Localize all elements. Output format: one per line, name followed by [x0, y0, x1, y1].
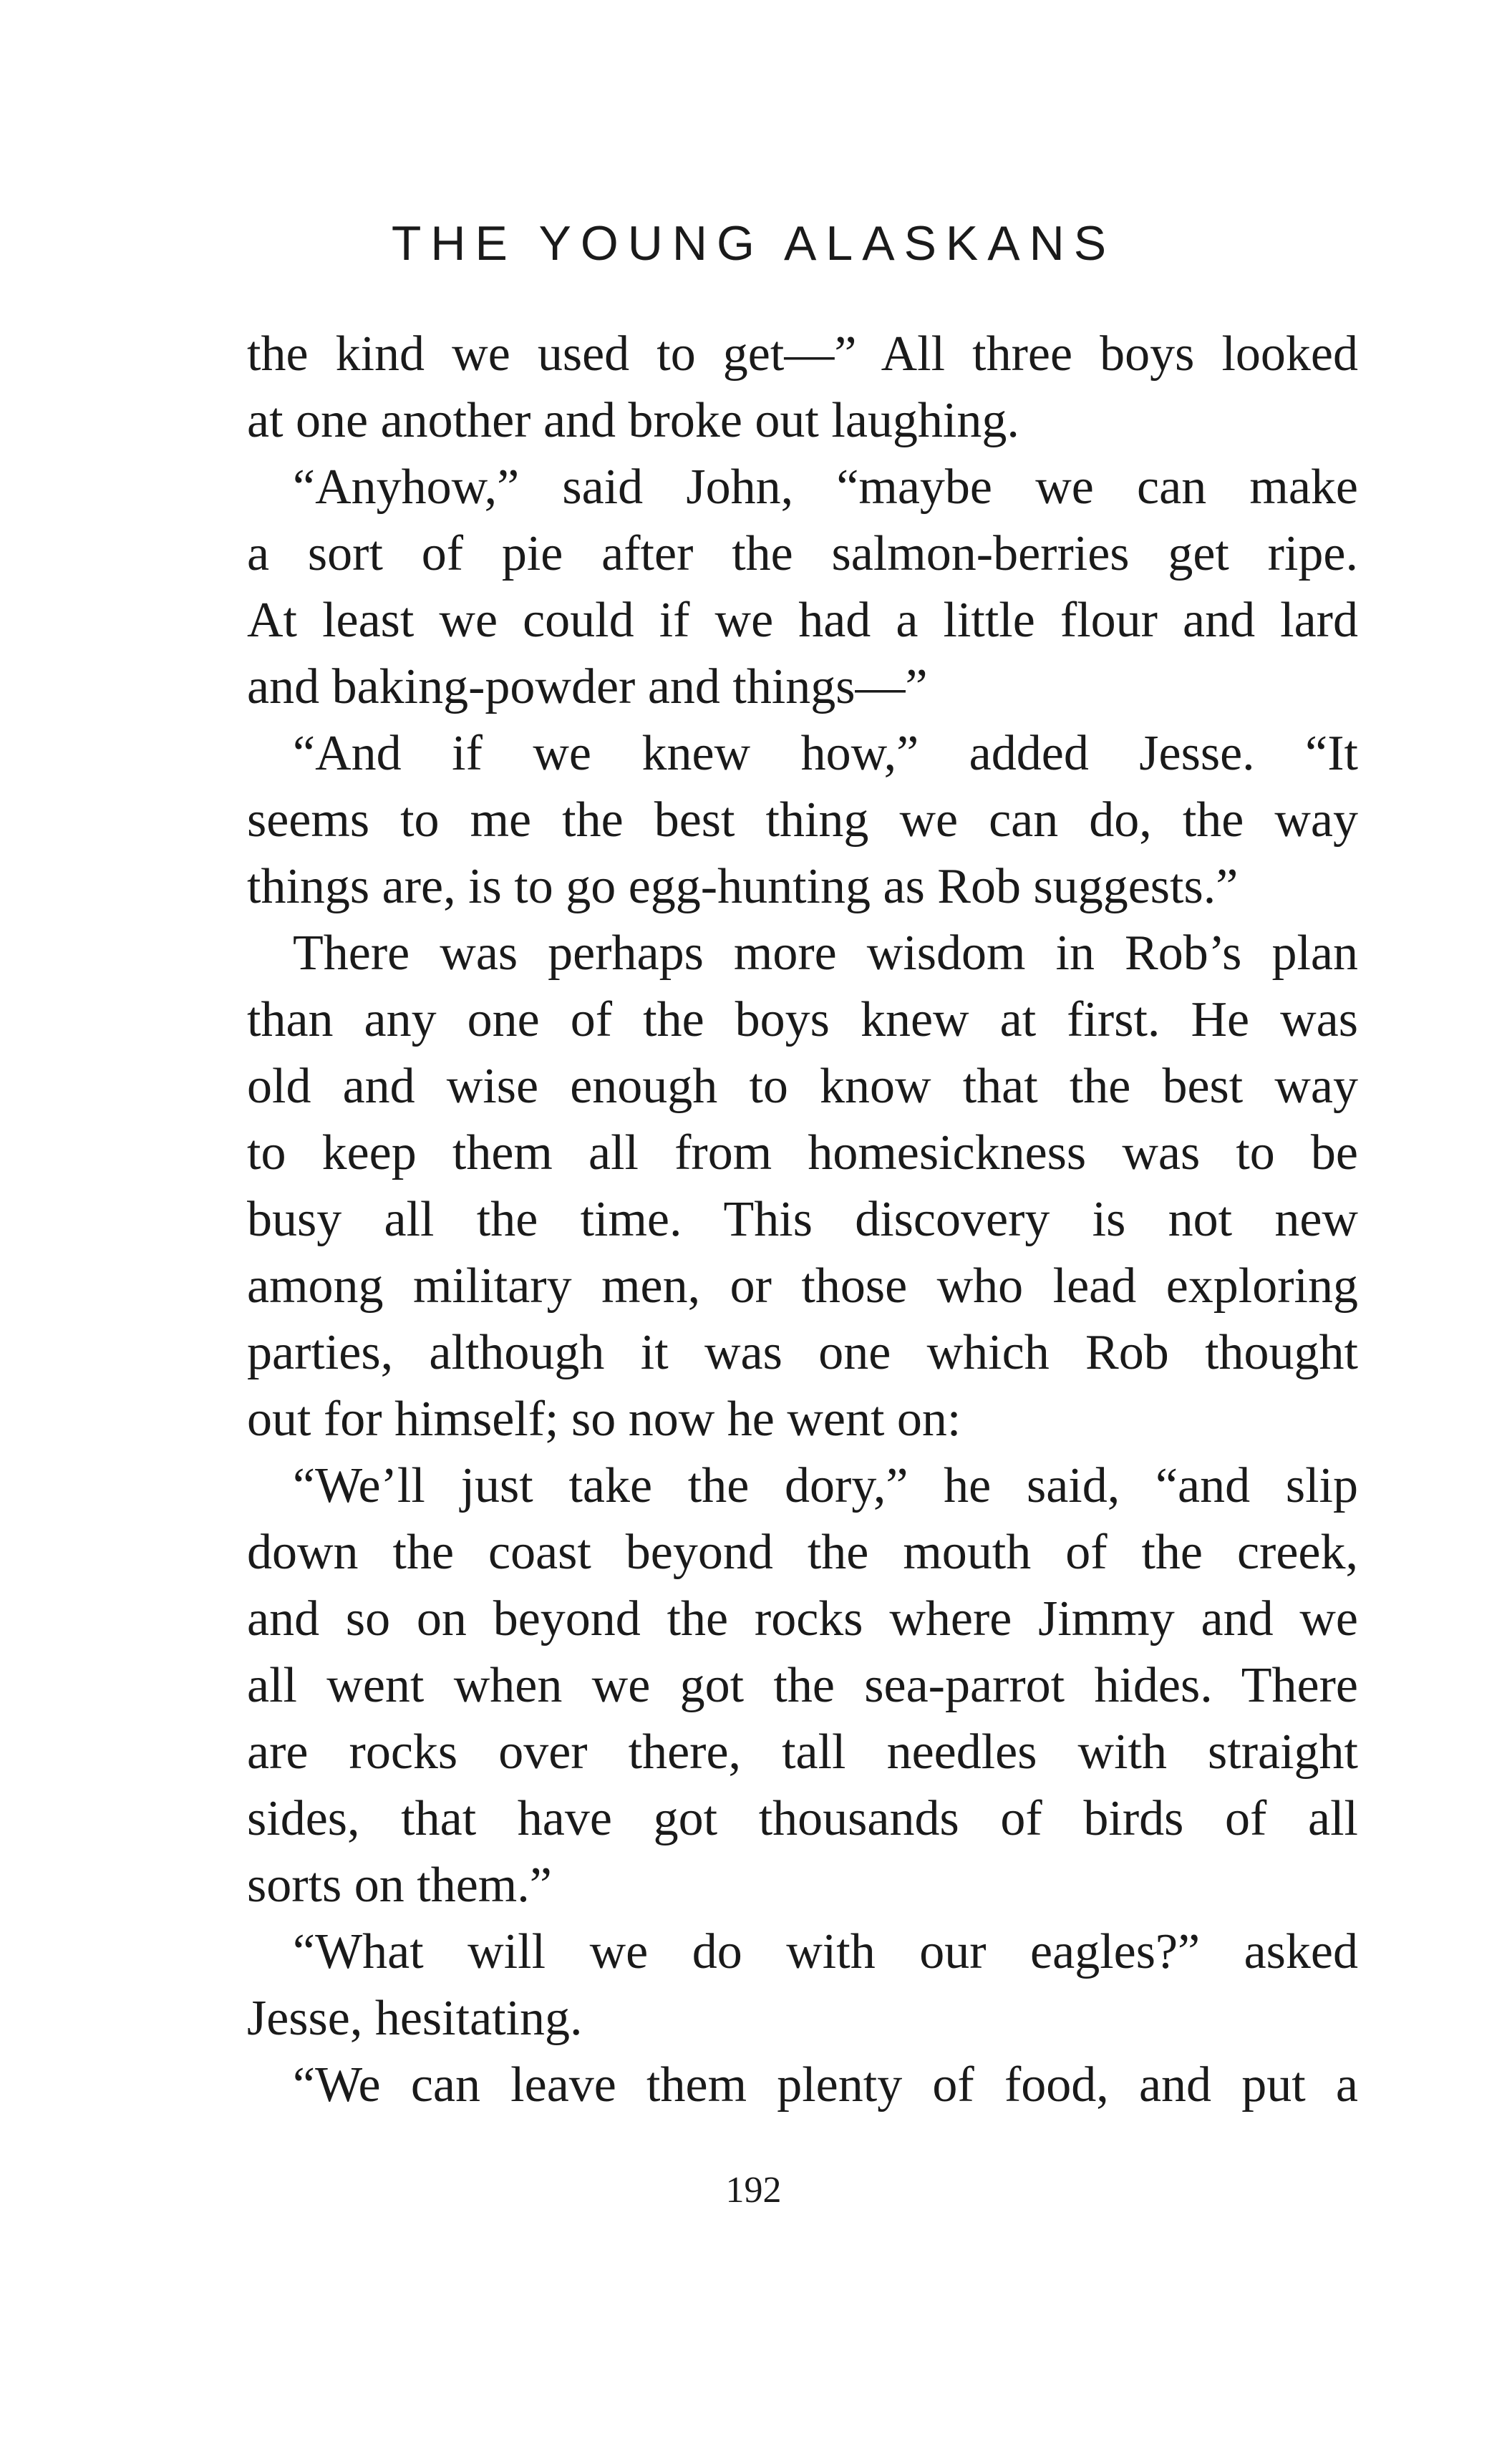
running-head-title: THE YOUNG ALASKANS — [391, 216, 1116, 271]
text-line: a sort of pie after the salmon-berries get ripe. — [247, 526, 1358, 581]
text-line: are rocks over there, tall needles with straight — [247, 1725, 1358, 1780]
body-text — [247, 321, 1358, 2118]
text-line: out for himself; so now he went on: — [247, 1392, 961, 1447]
text-line: at one another and broke out laughing. — [247, 393, 1019, 448]
text-line: sorts on them.” — [247, 1858, 552, 1913]
text-line: all went when we got the sea-parrot hides. There — [247, 1658, 1358, 1713]
text-line: parties, although it was one which Rob thought — [247, 1325, 1358, 1380]
text-line: “We’ll just take the dory,” he said, “and slip — [293, 1458, 1358, 1513]
text-line: Jesse, hesitating. — [247, 1991, 583, 2046]
text-line: to keep them all from homesickness was to be — [247, 1125, 1358, 1180]
text-line: seems to me the best thing we can do, the way — [247, 792, 1358, 848]
text-line: sides, that have got thousands of birds of all — [247, 1791, 1358, 1846]
text-line: “And if we knew how,” added Jesse. “It — [293, 726, 1358, 781]
text-line: among military men, or those who lead exploring — [247, 1258, 1358, 1314]
text-line: “Anyhow,” said John, “maybe we can make — [293, 460, 1358, 515]
text-line: “What will we do with our eagles?” asked — [293, 1924, 1358, 1979]
text-line: At least we could if we had a little flour and lard — [247, 593, 1358, 648]
text-line: “We can leave them plenty of food, and put a — [293, 2057, 1358, 2113]
text-line: the kind we used to get—” All three boys looked — [247, 326, 1358, 382]
text-line: and so on beyond the rocks where Jimmy and we — [247, 1591, 1358, 1646]
text-line: busy all the time. This discovery is not new — [247, 1192, 1358, 1247]
text-line: old and wise enough to know that the best way — [247, 1059, 1358, 1114]
page-number: 192 — [725, 2170, 782, 2211]
text-line: than any one of the boys knew at first. He was — [247, 992, 1358, 1047]
text-line: and baking-powder and things—” — [247, 659, 928, 714]
text-line: things are, is to go egg-hunting as Rob suggests.” — [247, 859, 1239, 914]
text-line: There was perhaps more wisdom in Rob’s plan — [293, 926, 1358, 981]
text-line: down the coast beyond the mouth of the creek, — [247, 1525, 1358, 1580]
